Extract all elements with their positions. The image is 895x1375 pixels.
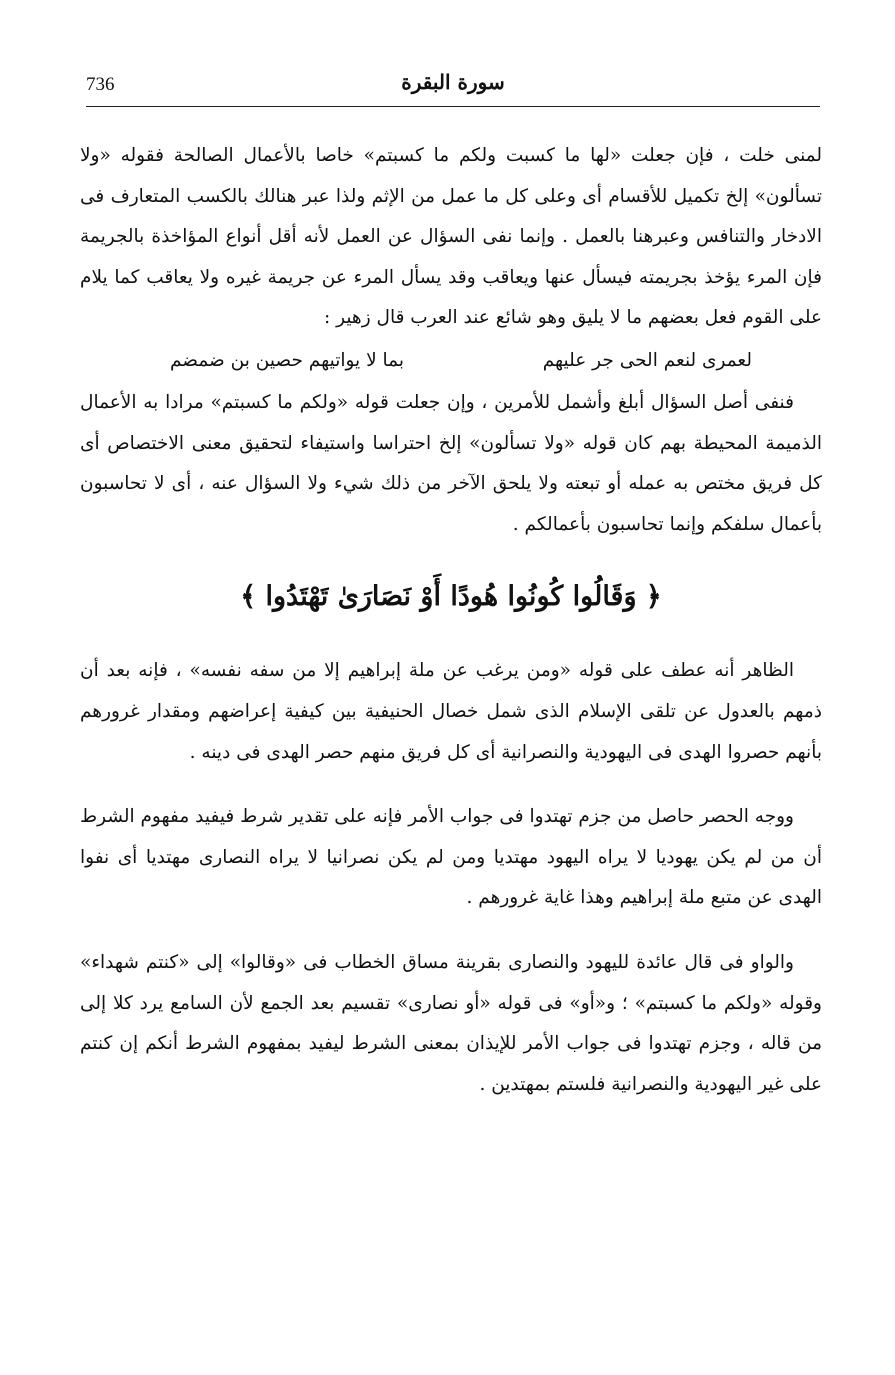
running-title: سورة البقرة xyxy=(401,70,505,94)
poetry-second-hemistich: بما لا يواتيهم حصين بن ضمضم xyxy=(170,349,404,371)
paragraph-4: ووجه الحصر حاصل من جزم تهتدوا فى جواب الأمر فإنه على تقدير شرط فيفيد مفهوم الشرط أن من لم يكن يهوديا لا يراه اليهود مهتديا ومن لم يكن نصرانيا لا يراه النصارى مهتديا أى نفوا الهدى عن متبع ملة إبراهيم وهذا غاية غرورهم . xyxy=(80,806,822,909)
paragraph-1: لمنى خلت ، فإن جعلت «لها ما كسبت ولكم ما كسبتم» خاصا بالأعمال الصالحة فقوله «ولا تسألون» إلخ تكميل للأقسام أى وعلى كل ما عمل من الإثم ولذا عبر هنالك بالكسب المتعارف فى الادخار والتنافس وعبرهنا بالعمل . وإنما نفى السؤال عن العمل لأنه أقل أنواع المؤاخذة بالجريمة فإن المرء يؤخذ بجريمته فيسأل عنها ويعاقب وقد يسأل المرء عن جريمة غيره ولا يعاقب كما يلام على القوم فعل بعضهم ما لا يليق وهو شائع عند العرب قال زهير : xyxy=(80,145,822,329)
page-number: 736 xyxy=(86,74,115,95)
poetry-verse xyxy=(80,339,822,383)
quran-verse: ﴿ وَقَالُوا كُونُوا هُودًا أَوْ نَصَارَىٰ تَهْتَدُوا ﴾ xyxy=(240,581,662,613)
paragraph-2: فنفى أصل السؤال أبلغ وأشمل للأمرين ، وإن جعلت قوله «ولكم ما كسبتم» مرادا به الأعمال الذميمة المحيطة بهم كان قوله «ولا تسألون» إلخ احتراسا واستيفاء لتحقيق معنى الاختصاص أى كل فريق مختص به عمله أو تبعته ولا يلحق الآخر من ذلك شيء ولا السؤال عنه ، أى لا تحاسبون بأعمال سلفكم وإنما تحاسبون بأعمالكم . xyxy=(80,391,822,535)
page-body xyxy=(80,136,822,1105)
paragraph-3: الظاهر أنه عطف على قوله «ومن يرغب عن ملة إبراهيم إلا من سفه نفسه» ، فإنه بعد أن ذمهم بالعدول عن تلقى الإسلام الذى شمل خصال الحنيفية بين كيفية إعراضهم ومقدار غرورهم بأنهم حصروا الهدى فى اليهودية والنصرانية أى كل فريق منهم حصر الهدى فى دينه . xyxy=(80,660,822,763)
page-header xyxy=(86,70,820,107)
paragraph-5: والواو فى قال عائدة لليهود والنصارى بقرينة مساق الخطاب فى «وقالوا» إلى «كنتم شهداء» وقوله «ولكم ما كسبتم» ؛ و«أو» فى قوله «أو نصارى» تقسيم بعد الجمع لأن السامع يرد كلا إلى من قاله ، وجزم تهتدوا فى جواب الأمر للإيذان بمعنى الشرط ليفيد بمفهوم الشرط أنكم إن كنتم على غير اليهودية والنصرانية فلستم بمهتدين . xyxy=(80,951,822,1095)
poetry-first-hemistich: لعمرى لنعم الحى جر عليهم xyxy=(542,349,752,371)
